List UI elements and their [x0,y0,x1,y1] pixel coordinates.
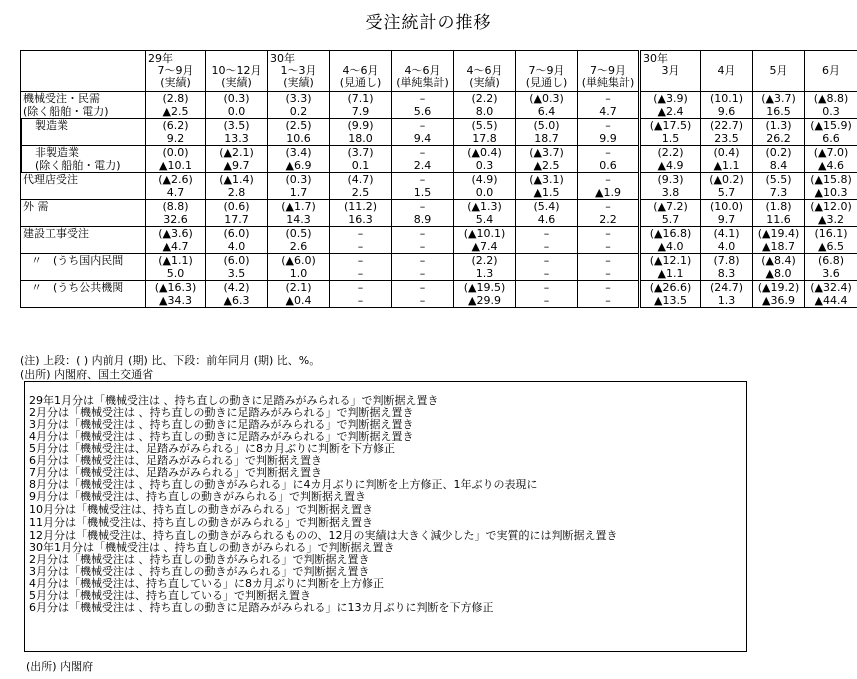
cell-change-yoy: ▲10.3 [805,186,857,200]
cell-change-yoy: 7.3 [753,186,805,200]
row-label [21,240,146,254]
judgment-line: 4月分は「機械受注は、持ち直している」に8カ月ぶりに判断を上方修正 [29,577,384,590]
cell-change-yoy: 1.5 [640,132,701,146]
cell-change-yoy: 6.6 [805,132,857,146]
cell-change-yoy: 4.7 [146,186,206,200]
row-label-text: 代理店受注 [23,173,78,186]
cell-change-prev: (7.1) [330,92,392,106]
cell-change-prev: (9.3) [640,173,701,187]
cell-change-prev: – [392,227,454,241]
cell-change-prev: (▲2.1) [206,146,268,160]
cell-change-yoy: – [578,267,640,281]
cell-change-yoy: ▲7.4 [454,240,516,254]
cell-change-prev: (▲0.2) [701,173,753,187]
column-header [701,51,753,92]
cell-change-prev: – [330,281,392,295]
row-label-text: 建設工事受注 [23,227,89,240]
cell-change-yoy: ▲6.3 [206,294,268,308]
column-header [516,51,578,92]
cell-change-prev: (▲1.7) [268,200,330,214]
cell-change-prev: (▲12.0) [805,200,857,214]
cell-change-yoy: 16.3 [330,213,392,227]
cell-change-yoy: – [516,267,578,281]
cell-change-yoy: 3.5 [206,267,268,281]
cell-change-prev: (6.8) [805,254,857,268]
cell-change-prev: – [578,227,640,241]
column-header [454,51,516,92]
column-header-sub [643,77,698,89]
cell-change-prev: (▲3.1) [516,173,578,187]
cell-change-yoy: 4.7 [578,105,640,119]
cell-change-yoy: 2.8 [206,186,268,200]
cell-change-yoy: 8.0 [454,105,516,119]
cell-change-yoy: 2.4 [392,159,454,173]
cell-change-yoy: 7.9 [330,105,392,119]
row-label-text: 非製造業 [35,146,79,159]
cell-change-prev: – [578,119,640,133]
cell-change-prev: (▲7.2) [640,200,701,214]
row-label-text: 外 需 [23,200,49,213]
table-row [21,119,857,133]
table-row [21,159,857,173]
cell-change-prev: – [392,200,454,214]
cell-change-yoy: 17.8 [454,132,516,146]
cell-change-yoy: ▲29.9 [454,294,516,308]
row-label [21,200,146,214]
column-header [640,51,701,92]
judgment-line: 6月分は「機械受注は、足踏みがみられる」で判断据え置き [29,454,322,467]
table-row [21,173,857,187]
judgment-line: 6月分は「機械受注は 、持ち直しの動きに足踏みがみられる」に13カ月ぶりに判断を下方修正 [29,601,494,614]
cell-change-yoy: ▲2.5 [516,159,578,173]
cell-change-yoy: – [516,294,578,308]
column-header-label: 7～9月 [528,64,565,77]
judgment-line: 2月分は「機械受注は 、持ち直しの動きに足踏みがみられる」で判断据え置き [29,406,414,419]
table-row [21,294,857,308]
judgment-history-box [24,381,747,652]
cell-change-prev: (3.7) [330,146,392,160]
cell-change-yoy: 23.5 [701,132,753,146]
cell-change-yoy: 0.1 [330,159,392,173]
column-header-label: 6月 [822,64,840,77]
cell-change-yoy: 2.2 [578,213,640,227]
cell-change-yoy: 1.3 [454,267,516,281]
cell-change-prev: (6.0) [206,227,268,241]
cell-change-prev: (0.3) [268,173,330,187]
cell-change-yoy: ▲36.9 [753,294,805,308]
column-header [146,51,206,92]
orders-statistics-table [20,50,857,308]
cell-change-yoy: – [392,240,454,254]
column-header-label: 4～6月 [466,64,503,77]
cell-change-prev: (▲10.1) [454,227,516,241]
table-row [21,267,857,281]
cell-change-yoy: 5.0 [146,267,206,281]
cell-change-prev: (3.4) [268,146,330,160]
cell-change-prev: (3.3) [268,92,330,106]
row-label-text: 〃 (うち国内民間 [31,254,124,267]
cell-change-prev: (2.2) [454,92,516,106]
cell-change-prev: (▲1.3) [454,200,516,214]
cell-change-yoy: 4.0 [701,240,753,254]
cell-change-yoy: 9.6 [701,105,753,119]
cell-change-prev: – [516,227,578,241]
cell-change-prev: – [578,254,640,268]
cell-change-prev: (▲7.0) [805,146,857,160]
cell-change-yoy: 3.6 [805,267,857,281]
column-header [753,51,805,92]
column-header-label: 5月 [769,64,788,77]
column-header-sub: (実績) [283,76,314,89]
column-header-year: 29年 [148,52,173,65]
page-title: 受注統計の推移 [365,13,492,33]
row-label [21,227,146,241]
table-row [21,240,857,254]
cell-change-yoy: 9.4 [392,132,454,146]
cell-change-prev: (6.0) [206,254,268,268]
cell-change-prev: – [330,227,392,241]
table-row [21,200,857,214]
cell-change-prev: (5.5) [454,119,516,133]
cell-change-prev: (▲1.1) [146,254,206,268]
cell-change-prev: (▲26.6) [640,281,701,295]
box-source: (出所) 内閣府 [26,660,94,673]
row-label-text: 製造業 [35,119,68,132]
cell-change-yoy: ▲34.3 [146,294,206,308]
table-row [21,227,857,241]
cell-change-prev: (0.0) [146,146,206,160]
row-label [21,294,146,308]
column-header-year: 30年 [643,52,668,65]
cell-change-yoy: 0.0 [454,186,516,200]
cell-change-prev: (▲2.6) [146,173,206,187]
cell-change-prev: – [578,92,640,106]
cell-change-yoy: 0.6 [578,159,640,173]
judgment-line: 11月分は「機械受注は、持ち直しの動きがみられる」で判断据え置き [29,516,373,529]
cell-change-yoy: 9.7 [701,213,753,227]
judgment-line: 3月分は「機械受注は 、持ち直しの動きがみられる」で判断据え置き [29,565,370,578]
cell-change-prev: (10.0) [701,200,753,214]
judgment-line: 29年1月分は「機械受注は 、持ち直しの動きに足踏みがみられる」で判断据え置き [29,394,439,407]
cell-change-prev: – [578,281,640,295]
column-header-label: 1～3月 [280,64,317,77]
row-label [21,146,146,160]
column-header-sub [703,77,750,89]
cell-change-prev: (▲16.3) [146,281,206,295]
cell-change-prev: (1.3) [753,119,805,133]
judgment-line: 8月分は「機械受注は 、持ち直しの動きがみられる」に4カ月ぶりに判断を上方修正、1年ぶりの表現に [29,478,538,491]
cell-change-yoy: ▲4.7 [146,240,206,254]
row-label [21,173,146,187]
cell-change-yoy: 4.6 [516,213,578,227]
cell-change-yoy: ▲0.4 [268,294,330,308]
cell-change-prev: (10.1) [701,92,753,106]
cell-change-yoy: 0.3 [805,105,857,119]
cell-change-yoy: 1.0 [268,267,330,281]
cell-change-yoy: – [330,240,392,254]
column-header-label: 4～6月 [342,64,379,77]
cell-change-prev: – [578,173,640,187]
row-label-text: (除く船舶・電力) [23,105,109,118]
cell-change-yoy: 18.7 [516,132,578,146]
cell-change-yoy: ▲10.1 [146,159,206,173]
row-label [21,119,146,133]
cell-change-prev: – [516,281,578,295]
cell-change-yoy: 0.0 [206,105,268,119]
column-header-sub: (単純集計) [581,76,635,89]
cell-change-yoy: – [330,267,392,281]
cell-change-yoy: – [392,294,454,308]
cell-change-yoy: 18.0 [330,132,392,146]
cell-change-yoy: ▲44.4 [805,294,857,308]
cell-change-prev: (▲19.5) [454,281,516,295]
cell-change-prev: (▲32.4) [805,281,857,295]
cell-change-yoy: ▲8.0 [753,267,805,281]
cell-change-yoy: ▲1.9 [578,186,640,200]
cell-change-yoy: ▲6.5 [805,240,857,254]
cell-change-yoy: 8.4 [753,159,805,173]
cell-change-yoy: 13.3 [206,132,268,146]
judgment-line: 5月分は「機械受注は、持ち直している」で判断据え置き [29,589,311,602]
cell-change-yoy: ▲18.7 [753,240,805,254]
row-label-text: 〃 (うち公共機関 [31,281,124,294]
cell-change-prev: – [392,119,454,133]
column-header-sub: (見通し) [339,76,382,89]
cell-change-yoy: ▲1.5 [516,186,578,200]
row-label [21,186,146,200]
column-header-label: 10～12月 [211,64,262,77]
cell-change-prev: (▲3.9) [640,92,701,106]
cell-change-prev: (5.0) [516,119,578,133]
column-header-sub [807,77,855,89]
cell-change-prev: – [516,254,578,268]
cell-change-prev: (0.6) [206,200,268,214]
judgment-line: 2月分は「機械受注は 、持ち直しの動きがみられる」で判断据え置き [29,553,370,566]
cell-change-prev: (▲0.3) [516,92,578,106]
judgment-line: 3月分は「機械受注は 、持ち直しの動きに足踏みがみられる」で判断据え置き [29,418,414,431]
cell-change-yoy: 6.4 [516,105,578,119]
cell-change-yoy: ▲4.0 [640,240,701,254]
table-note: (注) 上段：( ) 内前月 (期) 比、下段：前年同月 (期) 比、%。 [20,354,321,367]
cell-change-prev: (4.9) [454,173,516,187]
cell-change-yoy: 4.0 [206,240,268,254]
header-corner [21,51,146,92]
cell-change-yoy: – [516,240,578,254]
cell-change-yoy: – [578,240,640,254]
cell-change-prev: (5.4) [516,200,578,214]
row-label [21,267,146,281]
cell-change-prev: (1.8) [753,200,805,214]
cell-change-prev: (▲19.4) [753,227,805,241]
cell-change-yoy: ▲4.6 [805,159,857,173]
table-row [21,254,857,268]
cell-change-yoy: ▲9.7 [206,159,268,173]
row-label [21,254,146,268]
cell-change-yoy: 1.3 [701,294,753,308]
cell-change-prev: – [392,173,454,187]
cell-change-prev: (4.2) [206,281,268,295]
column-header-label: 7～9月 [157,64,194,77]
cell-change-yoy: 8.3 [701,267,753,281]
cell-change-prev: (5.5) [753,173,805,187]
row-label [21,105,146,119]
row-label [21,281,146,295]
cell-change-prev: (2.8) [146,92,206,106]
judgment-line: 12月分は「機械受注は、持ち直しの動きがみられるものの、12月の実績は大きく減少した」で実質的には判断据え置き [29,529,618,542]
cell-change-prev: (4.1) [701,227,753,241]
cell-change-prev: (▲3.7) [516,146,578,160]
cell-change-prev: – [578,146,640,160]
cell-change-prev: – [330,254,392,268]
cell-change-yoy: 17.7 [206,213,268,227]
column-header-label: 7～9月 [590,64,626,77]
cell-change-prev: (8.8) [146,200,206,214]
cell-change-prev: (▲19.2) [753,281,805,295]
cell-change-yoy: ▲13.5 [640,294,701,308]
table-row [21,213,857,227]
cell-change-yoy: 1.7 [268,186,330,200]
cell-change-yoy: ▲4.9 [640,159,701,173]
judgment-line: 7月分は「機械受注は、足踏みがみられる」で判断据え置き [29,466,322,479]
cell-change-prev: (▲8.8) [805,92,857,106]
cell-change-prev: (▲17.5) [640,119,701,133]
cell-change-yoy: 10.6 [268,132,330,146]
column-header [330,51,392,92]
cell-change-prev: (11.2) [330,200,392,214]
cell-change-prev: (0.3) [206,92,268,106]
row-label-text: 機械受注・民需 [23,92,100,105]
judgment-line: 30年1月分は「機械受注は 、持ち直しの動きがみられる」で判断据え置き [29,541,395,554]
cell-change-prev: (▲0.4) [454,146,516,160]
cell-change-prev: (▲12.1) [640,254,701,268]
cell-change-prev: (9.9) [330,119,392,133]
column-header-sub: (単純集計) [396,76,449,89]
cell-change-yoy: 5.6 [392,105,454,119]
cell-change-yoy: 5.4 [454,213,516,227]
cell-change-prev: (▲6.0) [268,254,330,268]
column-header [578,51,640,92]
column-header [268,51,330,92]
cell-change-prev: – [392,146,454,160]
table-row [21,281,857,295]
cell-change-prev: (3.5) [206,119,268,133]
cell-change-yoy: ▲6.9 [268,159,330,173]
cell-change-yoy: 3.8 [640,186,701,200]
cell-change-prev: – [392,281,454,295]
cell-change-prev: – [392,92,454,106]
cell-change-prev: (0.5) [268,227,330,241]
column-header-label: 3月 [661,64,680,77]
column-header-label: 4月 [717,64,736,77]
cell-change-yoy: 14.3 [268,213,330,227]
table-row [21,132,857,146]
column-header-year: 30年 [270,52,295,65]
cell-change-prev: (0.4) [701,146,753,160]
table-row [21,146,857,160]
column-header [805,51,857,92]
cell-change-yoy: 5.7 [640,213,701,227]
judgment-line: 5月分は「機械受注は、足踏みがみられる」に8カ月ぶりに判断を下方修正 [29,442,395,455]
cell-change-yoy: 5.7 [701,186,753,200]
cell-change-yoy: 16.5 [753,105,805,119]
cell-change-prev: (24.7) [701,281,753,295]
row-label [21,132,146,146]
cell-change-yoy: 9.2 [146,132,206,146]
cell-change-prev: (7.8) [701,254,753,268]
judgment-line: 9月分は「機械受注は、持ち直しの動きがみられる」で判断据え置き [29,490,366,503]
judgment-line: 4月分は「機械受注は 、持ち直しの動きに足踏みがみられる」で判断据え置き [29,430,414,443]
cell-change-yoy: 9.9 [578,132,640,146]
cell-change-yoy: ▲3.2 [805,213,857,227]
cell-change-yoy: ▲2.4 [640,105,701,119]
cell-change-yoy: – [392,267,454,281]
cell-change-prev: (4.7) [330,173,392,187]
cell-change-yoy: ▲2.5 [146,105,206,119]
cell-change-yoy: 11.6 [753,213,805,227]
cell-change-yoy: 2.5 [330,186,392,200]
table-row [21,105,857,119]
cell-change-yoy: – [330,294,392,308]
cell-change-prev: (2.5) [268,119,330,133]
cell-change-prev: (▲3.6) [146,227,206,241]
header-row [21,51,857,92]
column-header-sub: (実績) [221,76,252,89]
cell-change-yoy: ▲1.1 [640,267,701,281]
cell-change-yoy: 8.9 [392,213,454,227]
table-source: (出所) 内閣府、国土交通省 [20,368,154,381]
row-label [21,213,146,227]
cell-change-prev: (2.2) [640,146,701,160]
table-row [21,92,857,106]
column-header [392,51,454,92]
cell-change-prev: – [392,254,454,268]
row-label [21,92,146,106]
cell-change-prev: (16.1) [805,227,857,241]
cell-change-prev: (2.1) [268,281,330,295]
column-header-sub: (見通し) [525,76,568,89]
column-header-sub [755,77,802,89]
column-header-sub: (実績) [160,76,191,89]
column-header [206,51,268,92]
cell-change-yoy: 1.5 [392,186,454,200]
cell-change-yoy: 0.3 [454,159,516,173]
cell-change-prev: (22.7) [701,119,753,133]
cell-change-prev: (▲3.7) [753,92,805,106]
cell-change-yoy: 26.2 [753,132,805,146]
table-row [21,186,857,200]
cell-change-prev: (▲8.4) [753,254,805,268]
cell-change-yoy: 32.6 [146,213,206,227]
cell-change-prev: (▲15.8) [805,173,857,187]
cell-change-yoy: – [578,294,640,308]
cell-change-yoy: ▲1.1 [701,159,753,173]
row-label [21,159,146,173]
column-header-label: 4～6月 [404,64,441,77]
cell-change-prev: – [578,200,640,214]
cell-change-prev: (▲1.4) [206,173,268,187]
row-label-text: (除く船舶・電力) [35,159,121,172]
cell-change-prev: (▲16.8) [640,227,701,241]
cell-change-yoy: 2.6 [268,240,330,254]
cell-change-prev: (0.2) [753,146,805,160]
cell-change-prev: (2.2) [454,254,516,268]
cell-change-yoy: 0.2 [268,105,330,119]
cell-change-prev: (6.2) [146,119,206,133]
column-header-sub: (実績) [469,76,500,89]
judgment-line: 10月分は「機械受注は、持ち直しの動きがみられる」で判断据え置き [29,503,373,516]
cell-change-prev: (▲15.9) [805,119,857,133]
